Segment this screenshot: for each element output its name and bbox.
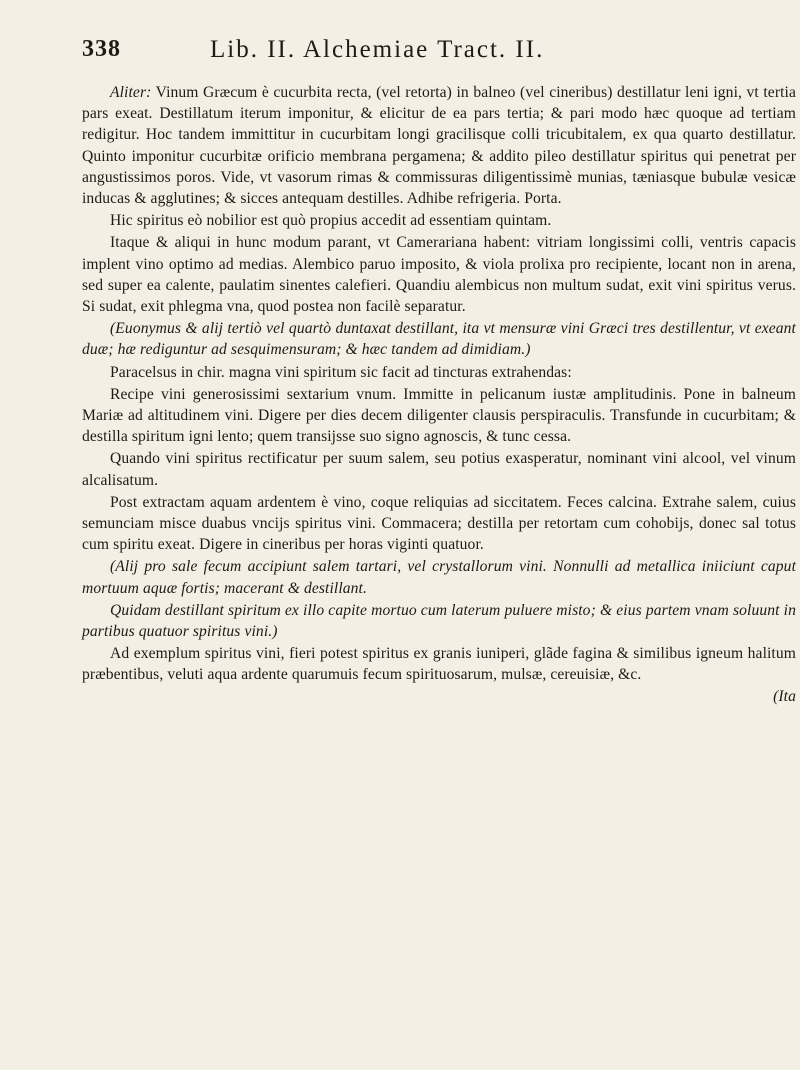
paragraph-euonymus: (Euonymus & alij tertiò vel quartò duntaxat destillant, ita vt mensuræ vini Græci tres destillentur, vt exeant duæ; hæ rediguntur ad sesquimensuram; & hæc tandem ad dimidiam.) — [82, 320, 796, 359]
page-header — [82, 36, 782, 76]
catchword: (Ita — [773, 687, 796, 705]
paragraph-paracelsus: Paracelsus in chir. magna vini spiritum sic facit ad tincturas extrahendas: — [110, 363, 572, 381]
paragraph-recipe: Recipe vini generosissimi sextarium vnum. Immitte in pelicanum iustæ amplitudinis. Pone in balneum Mariæ ad altitudinem vini. Digere per dies decem diligenter clausis perspiraculis. Transfunde in cucurbitam; & destilla spiritum igni lento; quem transijsse suo signo agnoscis, & tunc cessa. — [82, 385, 796, 446]
paragraph-quidam: Quidam destillant spiritum ex illo capite mortuo cum laterum puluere misto; & eius partem vnam soluunt in partibus quatuor spiritus vini.) — [82, 601, 796, 641]
body-text — [82, 82, 796, 707]
paragraph-hic-spiritus: Hic spiritus eò nobilior est quò propius accedit ad essentiam quintam. — [110, 212, 552, 230]
running-head: Lib. II. Alchemiae Tract. II. — [210, 36, 545, 63]
paragraph-ad-exemplum: Ad exemplum spiritus vini, fieri potest spiritus ex granis iuniperi, glãde fagina & similibus igneum halitum præbentibus, veluti aqua ardente quarumuis fecum spirituosarum, mulsæ, cereuisiæ, &c. — [82, 645, 796, 684]
paragraph-quando: Quando vini spiritus rectificatur per suum salem, seu potius exasperatur, nominant vini alcool, vel vinum alcalisatum. — [82, 450, 796, 489]
paragraph-alij: (Alij pro sale fecum accipiunt salem tartari, vel crystallorum vini. Nonnulli ad metallica iniiciunt caput mortuum aquæ fortis; macerant & destillant. — [82, 558, 796, 597]
paragraph-lead: Aliter: — [110, 84, 152, 101]
paragraph-post-extractam: Post extractam aquam ardentem è vino, coque reliquias ad siccitatem. Feces calcina. Extrahe salem, cuius semunciam misce duabus vncijs spiritus vini. Commacera; destilla per retortam cum cohobijs, donec sal totus cum spiritu exeat. Digere in cineribus per horas viginti quatuor. — [82, 493, 796, 554]
paragraph-itaque: Itaque & aliqui in hunc modum parant, vt Camerariana habent: vitriam longissimi colli, ventris capacis implent vino optimo ad medias. Alembico paruo imposito, & viola prolixa pro recipiente, locant non in arena, sed super ea calente, paulatim sinentes calefieri. Quandiu alembicus non multum sudat, exit vini spiritus verus. Si sudat, exit phlegma vna, quod postea non facilè separatur. — [82, 234, 796, 316]
paragraph-aliter: Aliter: Vinum Græcum è cucurbita recta, (vel retorta) in balneo (vel cineribus) destillatur leni igni, vt tertia pars exeat. Destillatum iterum imponitur, & elicitur de ea pars tertia; & pari modo hæc quoque ad tertiam redigitur. Hoc tandem immittitur in cucurbitam longi gracilisque colli tricubitalem, ex qua quarto destillatur. Quinto imponitur cucurbitæ orificio membrana pergamena; & addito pileo destillatur spiritus qui penetrat per angustissimos poros. Vide, vt vasorum rimas & commissuras diligentissimè munias, tæniasque bubulæ vesicæ inducas & agglutines; & sicces antequam destilles. Adhibe refrigeria. Porta. — [82, 84, 796, 208]
page-number: 338 — [82, 36, 121, 62]
